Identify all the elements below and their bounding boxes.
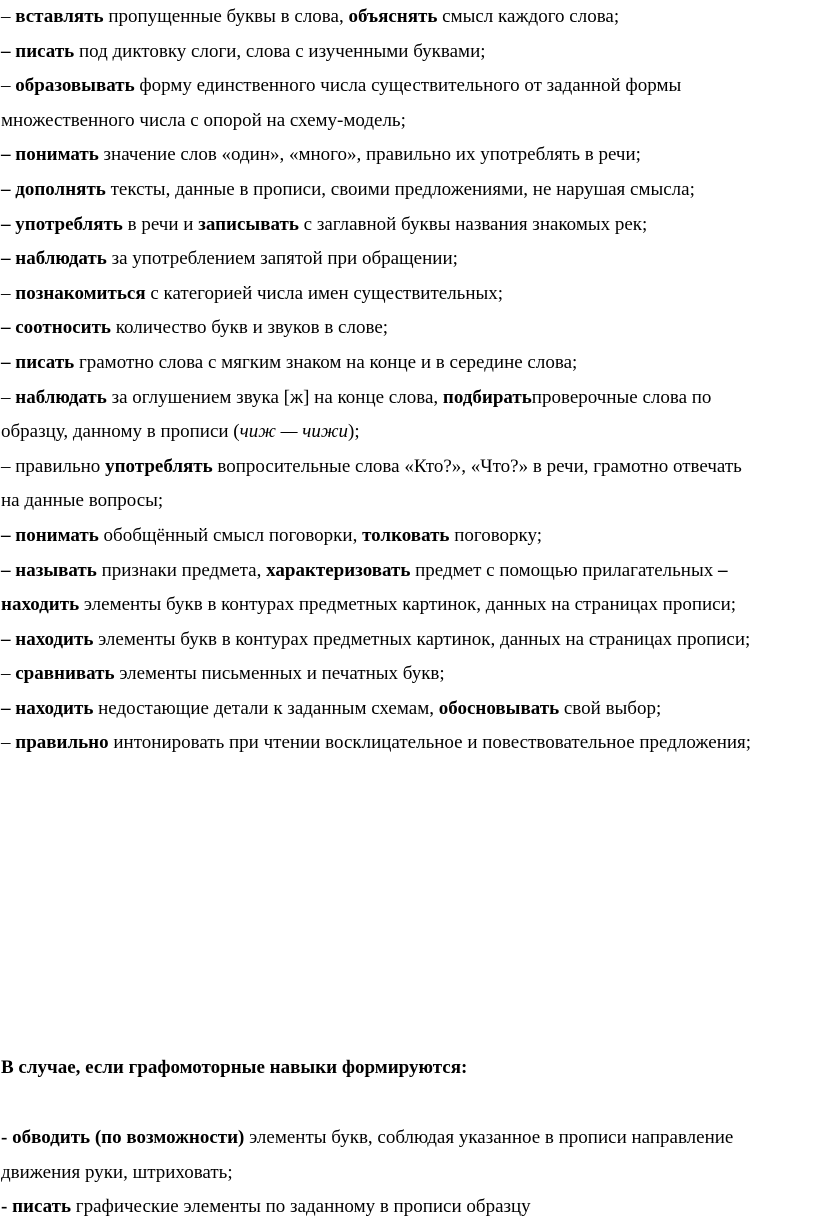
text-run: – — [1, 663, 16, 685]
text-run: элементы букв, соблюдая указанное в прописи направление — [244, 1127, 734, 1148]
text-run: под диктовку слоги, слова с изученными буквами; — [74, 40, 486, 62]
text-run: на данные вопросы; — [1, 490, 164, 512]
text-run: дополнять — [15, 178, 106, 200]
text-run: чиж — чижи — [239, 421, 348, 443]
text-run: элементы букв в контурах предметных картинок, данных на страницах прописи; — [93, 628, 751, 650]
text-run: находить — [15, 628, 94, 650]
text-run: называть — [15, 559, 97, 581]
text-run: пропущенные буквы в слова, — [103, 6, 349, 27]
items-line — [1, 138, 813, 173]
text-run: – — [1, 40, 16, 62]
text-run: – — [1, 213, 16, 235]
text-run: находить — [15, 697, 94, 719]
text-run: объяснять — [348, 6, 438, 27]
text-run: познакомиться — [15, 282, 146, 304]
text-run: с категорией числа имен существительных; — [145, 282, 504, 304]
text-run: писать — [15, 351, 75, 373]
section_items-line — [1, 1121, 813, 1156]
text-run: – — [1, 628, 16, 650]
items-line — [1, 588, 813, 623]
items-line — [1, 208, 813, 243]
text-run: интонировать при чтении восклицательное и повествовательное предложения; — [108, 732, 752, 754]
text-run: – — [1, 697, 16, 719]
text-run: наблюдать — [15, 248, 107, 270]
items-line — [1, 484, 813, 519]
text-run: смысл каждого слова; — [437, 6, 620, 27]
text-run: форму единственного числа существительного от заданной формы — [134, 75, 682, 97]
text-run: элементы букв в контурах предметных картинок, данных на страницах прописи; — [79, 594, 737, 616]
text-run: подбирать — [442, 386, 532, 408]
items-line — [1, 311, 813, 346]
text-run: – — [1, 351, 16, 373]
text-run: за оглушением звука [ж] на конце слова, — [106, 386, 443, 408]
section_items-line — [1, 1156, 813, 1191]
items-line — [1, 69, 813, 104]
text-run: понимать — [15, 524, 99, 546]
text-run: употреблять — [105, 455, 213, 477]
text-run: обобщённый смысл поговорки, — [98, 524, 363, 546]
text-run: значение слов «один», «много», правильно их употреблять в речи; — [98, 144, 641, 166]
items-line — [1, 692, 813, 727]
items-line — [1, 346, 813, 381]
text-run: проверочные слова по — [531, 386, 712, 408]
text-run: грамотно слова с мягким знаком на конце и в середине слова; — [74, 351, 578, 373]
items-line — [1, 35, 813, 70]
text-run: количество букв и звуков в слове; — [110, 317, 389, 339]
text-run: признаки предмета, — [96, 559, 267, 581]
text-run: – — [1, 144, 16, 166]
text-run: – — [1, 317, 16, 339]
text-run: находить — [1, 594, 80, 616]
items-line — [1, 104, 813, 139]
text-run: множественного числа с опорой на схему-модель; — [1, 109, 406, 131]
text-run: движения руки, штриховать; — [1, 1161, 233, 1183]
text-run: характеризовать — [266, 559, 411, 581]
items-line — [1, 173, 813, 208]
text-run: – правильно — [1, 455, 106, 477]
items-line — [1, 242, 813, 277]
skills-list — [1, 0, 813, 761]
text-run: соотносить — [15, 317, 111, 339]
items-line — [1, 657, 813, 692]
text-run: – — [1, 559, 16, 581]
text-run: вопросительные слова «Кто?», «Что?» в речи, грамотно отвечать — [212, 455, 742, 477]
items-line — [1, 726, 813, 761]
text-run: толковать — [362, 524, 450, 546]
text-run: писать — [15, 40, 75, 62]
text-run: записывать — [198, 213, 299, 235]
text-run: наблюдать — [15, 386, 107, 408]
text-run: – — [1, 6, 16, 27]
text-run: за употреблением запятой при обращении; — [106, 248, 458, 270]
items-line — [1, 623, 813, 658]
text-run: элементы письменных и печатных букв; — [114, 663, 445, 685]
text-run: - писать — [1, 1196, 72, 1217]
text-run: предмет с помощью прилагательных — [410, 559, 718, 581]
text-run: – — [1, 282, 16, 304]
text-run: вставлять — [15, 6, 104, 27]
section-heading: В случае, если графомоторные навыки формируются: — [1, 1057, 468, 1078]
text-run: поговорку; — [449, 524, 543, 546]
section_items-line — [1, 1190, 813, 1225]
text-run: тексты, данные в прописи, своими предложениями, не нарушая смысла; — [105, 178, 695, 200]
items-line — [1, 519, 813, 554]
text-run: понимать — [15, 144, 99, 166]
text-run: обосновывать — [438, 697, 560, 719]
text-run: с заглавной буквы названия знакомых рек; — [298, 213, 648, 235]
text-run: – — [1, 732, 16, 754]
text-run: – — [1, 248, 16, 270]
items-line — [1, 0, 813, 35]
text-run: – — [1, 524, 16, 546]
items-line — [1, 554, 813, 589]
text-run: образцу, данному в прописи ( — [1, 421, 240, 443]
items-line — [1, 381, 813, 416]
text-run: – — [1, 178, 16, 200]
items-line — [1, 277, 813, 312]
text-run: свой выбор; — [559, 697, 662, 719]
text-run: правильно — [15, 732, 109, 754]
text-run: – — [1, 75, 16, 97]
text-run: употреблять — [15, 213, 123, 235]
text-run: графические элементы по заданному в прописи образцу — [71, 1196, 531, 1217]
text-run: - обводить (по возможности) — [1, 1127, 245, 1148]
text-run: ); — [348, 421, 360, 443]
text-run: в речи и — [122, 213, 199, 235]
items-line — [1, 450, 813, 485]
text-run: – — [717, 559, 728, 581]
graphomotor-skills-list — [1, 1121, 813, 1225]
text-run: образовывать — [15, 75, 135, 97]
text-run: сравнивать — [15, 663, 115, 685]
text-run: недостающие детали к заданным схемам, — [93, 697, 439, 719]
text-run: – — [1, 386, 16, 408]
items-line — [1, 415, 813, 450]
